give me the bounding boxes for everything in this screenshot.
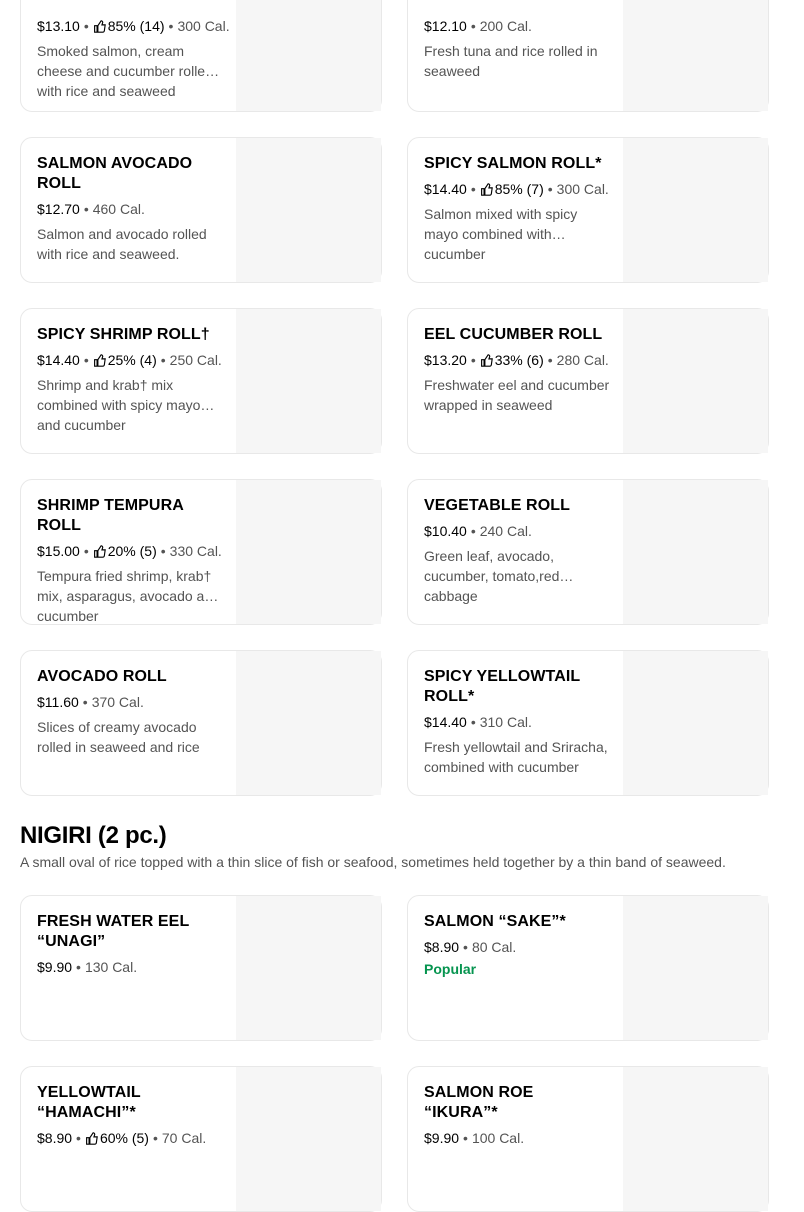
thumbs-up-icon xyxy=(480,354,493,367)
item-price: $8.90 xyxy=(424,939,460,955)
item-image xyxy=(236,138,381,282)
item-image xyxy=(623,651,768,795)
item-price: $13.10 xyxy=(37,18,80,34)
item-price: $14.40 xyxy=(424,181,467,197)
item-price: $9.90 xyxy=(37,959,73,975)
item-image xyxy=(623,480,768,624)
menu-item-card[interactable] xyxy=(20,0,382,112)
item-description: Tempura fried shrimp, krab† mix, asparagus, avocado and cucumber xyxy=(37,568,220,624)
item-price: $8.90 xyxy=(37,1130,73,1146)
item-price: $9.90 xyxy=(424,1130,460,1146)
item-meta: $12.10 • 200 Cal. xyxy=(424,18,532,34)
menu-item-card[interactable] xyxy=(407,895,769,1041)
item-image xyxy=(623,309,768,453)
item-description: Freshwater eel and cucumber wrapped in seaweed xyxy=(424,377,610,413)
menu-item-card[interactable] xyxy=(407,1066,769,1212)
item-calories: 70 Cal. xyxy=(161,1130,207,1146)
thumbs-up-icon xyxy=(480,183,493,196)
item-meta: $13.10 • 85% (14) • 300 Cal. xyxy=(37,18,230,34)
item-calories: 370 Cal. xyxy=(91,694,144,710)
item-description: Slices of creamy avocado rolled in seaweed and rice xyxy=(37,719,200,755)
item-image xyxy=(236,480,381,624)
item-image xyxy=(236,651,381,795)
item-title: SPICY SALMON ROLL* xyxy=(424,155,602,172)
thumbs-up-icon xyxy=(85,1132,98,1145)
item-meta: $14.40 • 310 Cal. xyxy=(424,714,532,730)
item-rating: 85% (14) xyxy=(107,18,165,34)
menu-item-card[interactable] xyxy=(407,650,769,796)
item-title: SALMON “SAKE”* xyxy=(424,913,566,930)
item-meta: $9.90 • 100 Cal. xyxy=(424,1130,525,1146)
item-meta: $10.40 • 240 Cal. xyxy=(424,523,532,539)
item-calories: 330 Cal. xyxy=(169,543,222,559)
menu-item-card[interactable] xyxy=(407,137,769,283)
thumbs-up-icon xyxy=(93,20,106,33)
item-meta: $14.40 • 25% (4) • 250 Cal. xyxy=(37,352,222,368)
item-meta: $8.90 • 80 Cal. xyxy=(424,939,517,955)
item-calories: 130 Cal. xyxy=(84,959,138,975)
item-calories: 310 Cal. xyxy=(479,714,532,730)
menu-item-card[interactable] xyxy=(20,137,382,283)
item-title: SPICY YELLOWTAIL ROLL* xyxy=(424,668,580,705)
item-meta: $15.00 • 20% (5) • 330 Cal. xyxy=(37,543,222,559)
item-description: Salmon mixed with spicy mayo combined with cucumber xyxy=(424,206,578,262)
popular-badge: Popular xyxy=(424,961,477,977)
item-price: $12.10 xyxy=(424,18,467,34)
item-rating: 60% (5) xyxy=(99,1130,149,1146)
section-description: A small oval of rice topped with a thin slice of fish or seafood, sometimes held together by a thin band of seaweed. xyxy=(20,854,726,870)
item-image xyxy=(236,0,381,111)
item-image xyxy=(236,896,381,1040)
item-calories: 280 Cal. xyxy=(556,352,609,368)
menu-item-card[interactable] xyxy=(20,308,382,454)
item-calories: 250 Cal. xyxy=(169,352,222,368)
item-title: AVOCADO ROLL xyxy=(37,668,167,685)
item-meta: $14.40 • 85% (7) • 300 Cal. xyxy=(424,181,609,197)
item-price: $11.60 xyxy=(37,694,79,710)
item-title: SALMON AVOCADO ROLL xyxy=(37,155,193,192)
item-title: YELLOWTAIL “HAMACHI”* xyxy=(37,1084,141,1121)
item-description: Smoked salmon, cream cheese and cucumber rolled with rice and seaweed xyxy=(37,43,213,99)
item-description: Salmon and avocado rolled with rice and seaweed. xyxy=(37,226,207,262)
item-meta: $13.20 • 33% (6) • 280 Cal. xyxy=(424,352,609,368)
item-price: $10.40 xyxy=(424,523,467,539)
item-calories: 300 Cal. xyxy=(556,181,609,197)
item-price: $14.40 xyxy=(37,352,80,368)
menu-item-card[interactable] xyxy=(407,308,769,454)
item-calories: 240 Cal. xyxy=(479,523,532,539)
menu-item-card[interactable] xyxy=(407,479,769,625)
item-image xyxy=(623,1067,768,1211)
item-description: Fresh yellowtail and Sriracha, combined with cucumber xyxy=(424,739,608,775)
item-title: SHRIMP TEMPURA ROLL xyxy=(37,497,184,534)
item-title: SALMON ROE “IKURA”* xyxy=(424,1084,534,1121)
item-description: Shrimp and krab† mix combined with spicy mayo and cucumber xyxy=(37,377,201,433)
item-image xyxy=(236,1067,381,1211)
thumbs-up-icon xyxy=(93,354,106,367)
item-calories: 200 Cal. xyxy=(479,18,532,34)
item-calories: 300 Cal. xyxy=(177,18,230,34)
item-price: $12.70 xyxy=(37,201,80,217)
menu-item-card[interactable] xyxy=(20,650,382,796)
menu-item-card[interactable] xyxy=(20,1066,382,1212)
item-meta: $12.70 • 460 Cal. xyxy=(37,201,145,217)
item-rating: 85% (7) xyxy=(494,181,544,197)
item-title: FRESH WATER EEL “UNAGI” xyxy=(37,913,190,950)
item-meta: $9.90 • 130 Cal. xyxy=(37,959,138,975)
thumbs-up-icon xyxy=(93,545,106,558)
menu-item-card[interactable] xyxy=(20,479,382,625)
item-image xyxy=(623,896,768,1040)
item-price: $15.00 xyxy=(37,543,80,559)
menu-item-card[interactable] xyxy=(407,0,769,112)
item-image xyxy=(623,138,768,282)
item-rating: 33% (6) xyxy=(494,352,544,368)
item-title: SPICY SHRIMP ROLL† xyxy=(37,326,210,343)
item-rating: 25% (4) xyxy=(107,352,157,368)
item-calories: 460 Cal. xyxy=(92,201,145,217)
item-calories: 80 Cal. xyxy=(471,939,517,955)
item-rating: 20% (5) xyxy=(107,543,157,559)
item-title: VEGETABLE ROLL xyxy=(424,497,570,514)
item-price: $14.40 xyxy=(424,714,467,730)
item-meta: $11.60 • 370 Cal. xyxy=(37,694,144,710)
item-image xyxy=(623,0,768,111)
item-price: $13.20 xyxy=(424,352,467,368)
item-title: EEL CUCUMBER ROLL xyxy=(424,326,603,343)
menu-item-card[interactable] xyxy=(20,895,382,1041)
item-description: Fresh tuna and rice rolled in seaweed xyxy=(424,43,598,79)
item-meta: $8.90 • 60% (5) • 70 Cal. xyxy=(37,1130,207,1146)
item-description: Green leaf, avocado, cucumber, tomato,red cabbage xyxy=(424,548,560,604)
section-title: NIGIRI (2 pc.) xyxy=(20,822,167,849)
item-image xyxy=(236,309,381,453)
item-calories: 100 Cal. xyxy=(471,1130,525,1146)
